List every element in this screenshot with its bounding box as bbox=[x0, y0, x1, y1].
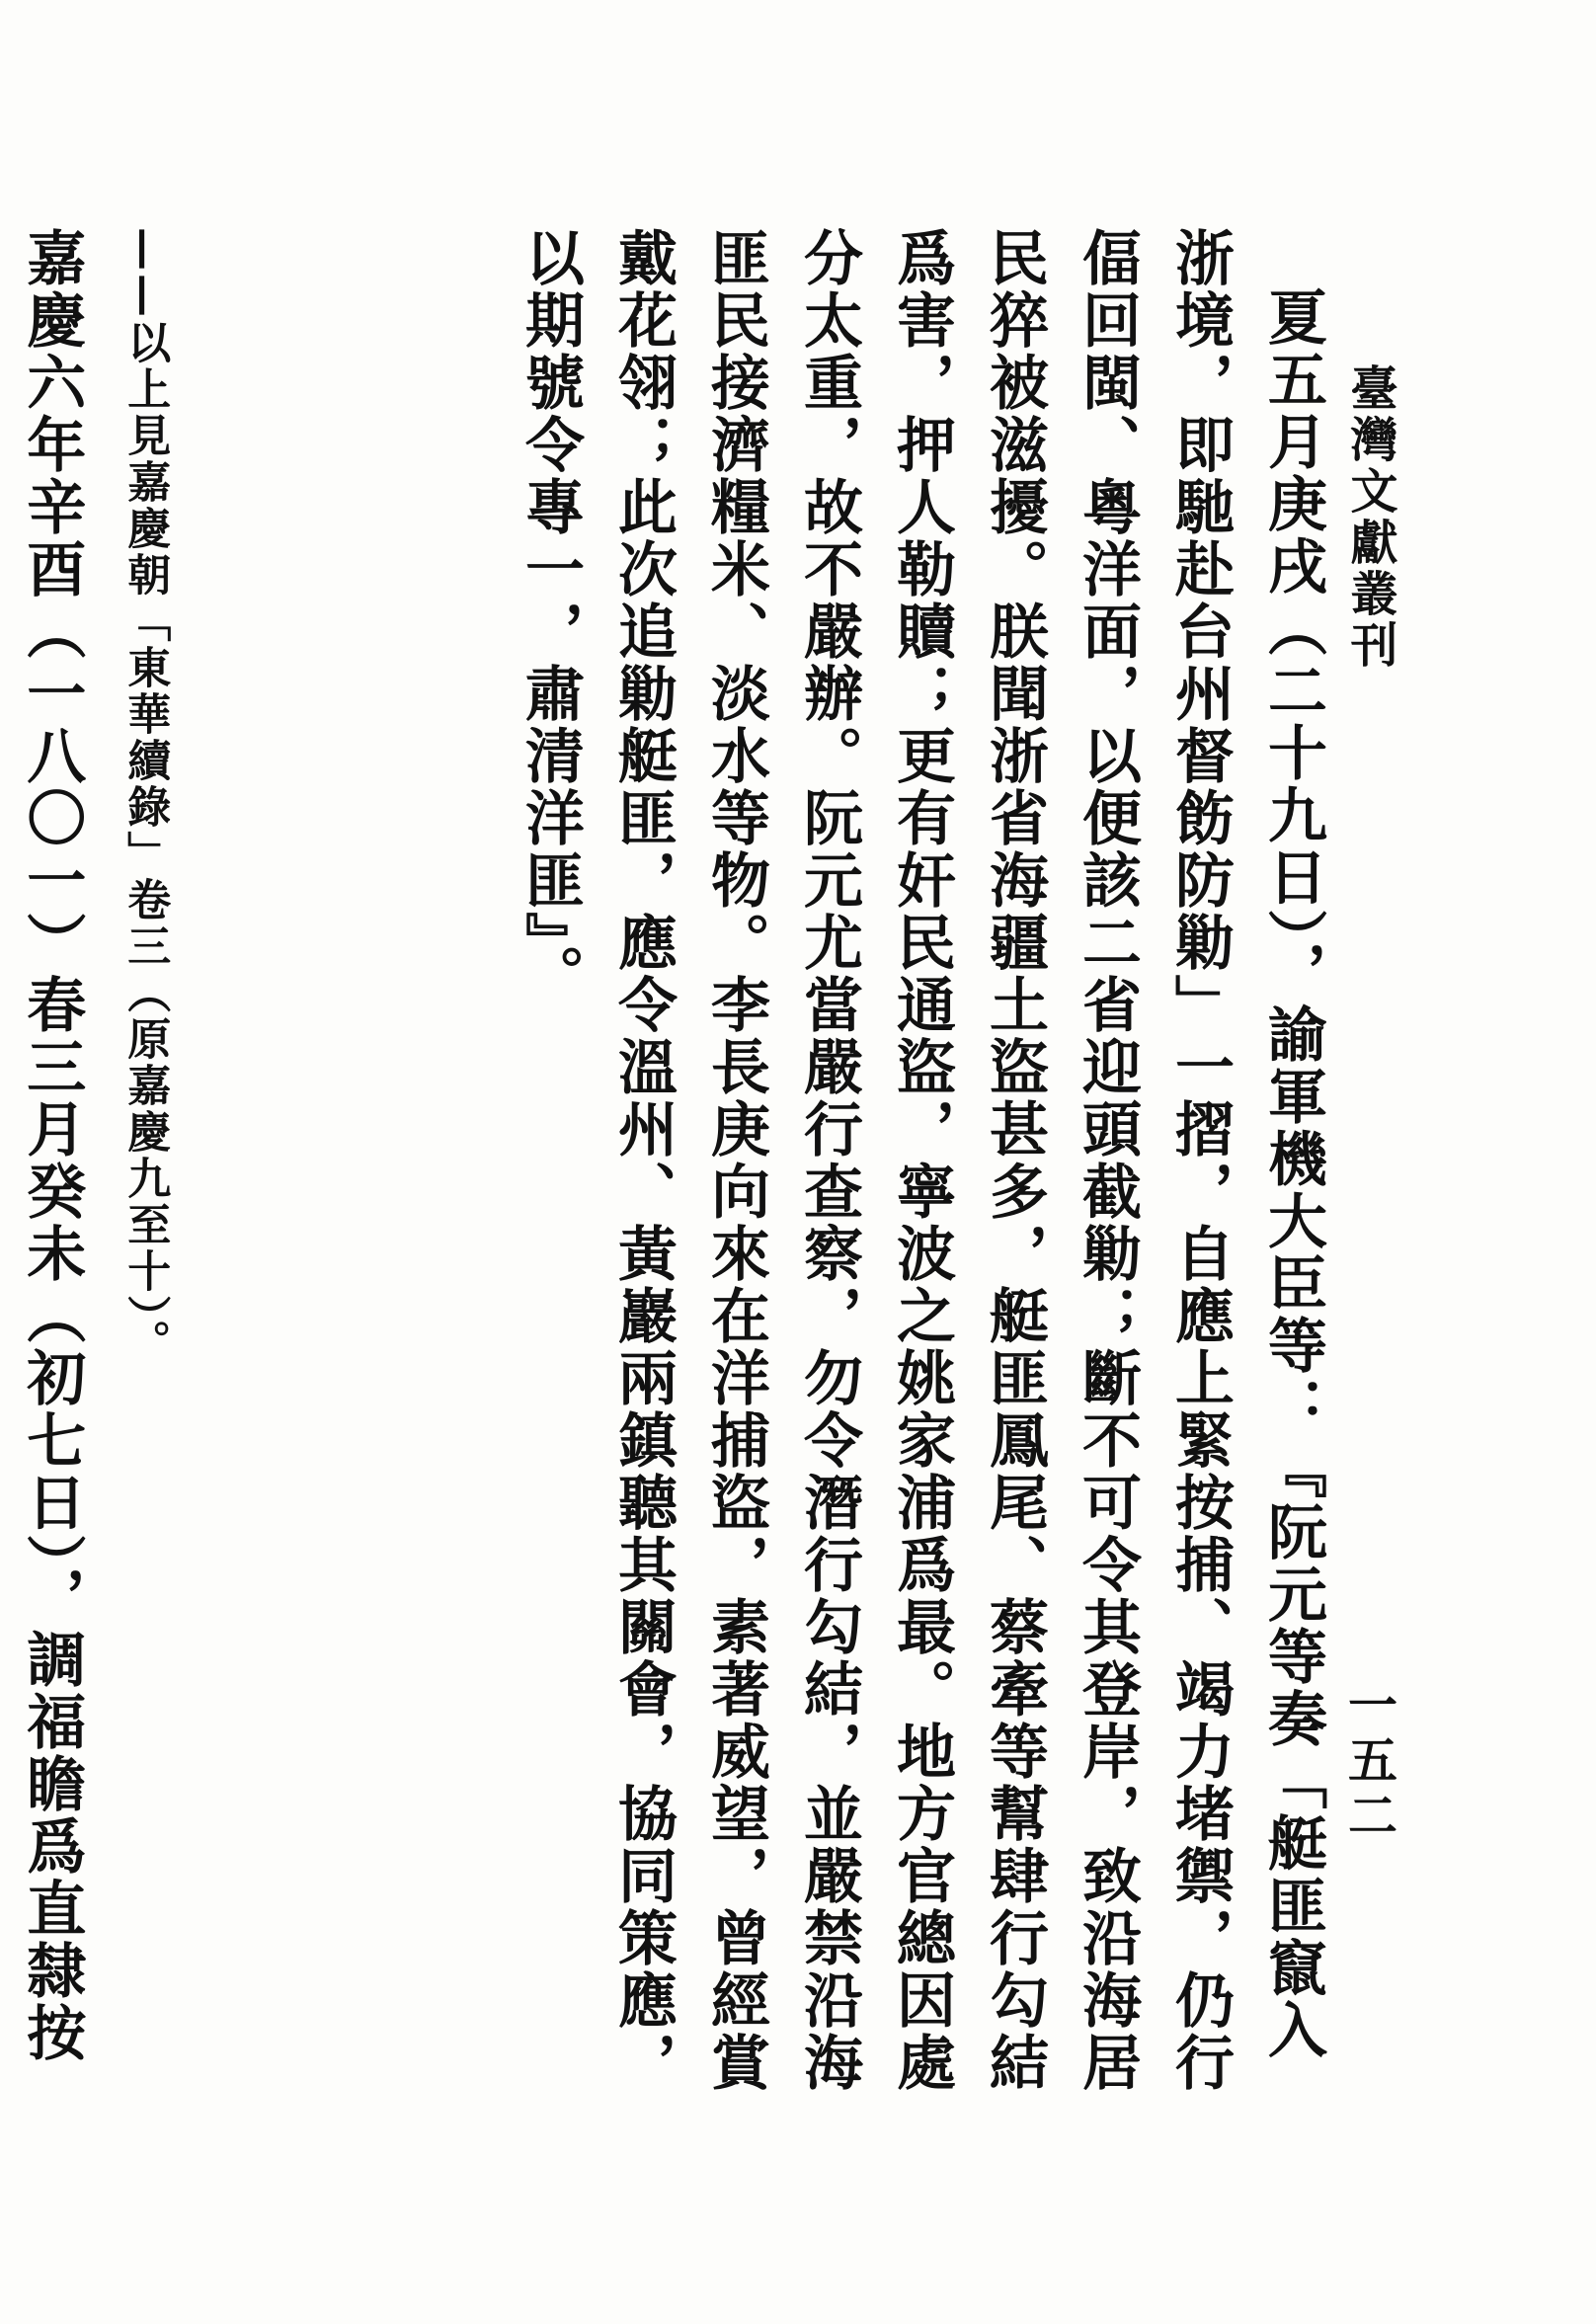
paragraph-jiaqing-6-text: 辛酉（一八〇一）春三月癸未（初七日），調福瞻爲直隸按 bbox=[17, 476, 87, 2064]
body-text bbox=[17, 227, 1339, 2104]
source-citation: ——以上見嘉慶朝「東華續錄」卷三（原嘉慶九至十）。 bbox=[120, 227, 171, 1366]
page-number: 一五二 bbox=[1340, 1679, 1398, 1845]
paragraph-jiaqing-6 bbox=[0, 227, 98, 2104]
running-head: 臺灣文獻叢刊 bbox=[1342, 363, 1397, 672]
paragraph-summer-edict: 夏五月庚戌（二十九日），諭軍機大臣等：『阮元等奏「艇匪竄入浙境，即馳赴台州督飭防勦」一摺，自應上緊按捕、竭力堵禦，仍行偪回閩、粵洋面，以便該二省迎頭截勦；斷不可令其登岸，致沿海居民猝被滋擾。朕聞浙省海疆土盜甚多，艇匪鳳尾、蔡牽等幫肆行勾結爲害，押人勒贖；更有奸民通盜，寧波之姚家浦爲最。地方官總因處分太重，故不嚴辦。阮元尤當嚴行查察，勿令潛行勾結，並嚴禁沿海匪民接濟糧米、淡水等物。李長庚向來在洋捕盜，素著威望，曾經賞戴花翎；此次追勦艇匪，應令溫州、黃巖兩鎮聽其關會，協同策應，以期號令專一，肅清洋匪』。 bbox=[516, 227, 1327, 2094]
year-heading: 嘉慶六年 bbox=[17, 227, 87, 476]
